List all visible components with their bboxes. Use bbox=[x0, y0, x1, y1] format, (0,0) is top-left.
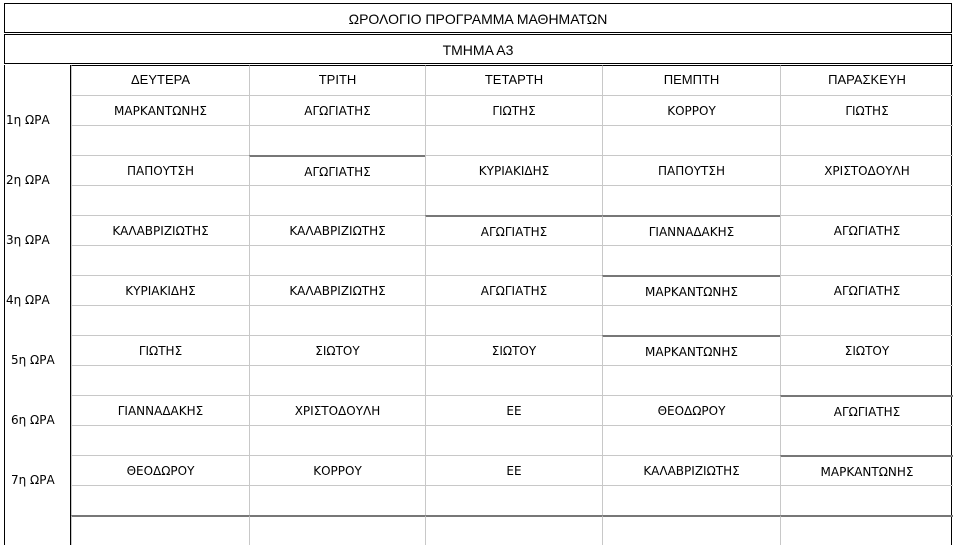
day-header: ΤΡΙΤΗ bbox=[249, 65, 425, 95]
teacher-cell: ΠΑΠΟΥΤΣΗ bbox=[602, 155, 780, 185]
empty-cell bbox=[425, 125, 602, 155]
teacher-cell: ΚΥΡΙΑΚΙΔΗΣ bbox=[71, 275, 249, 305]
day-header: ΔΕΥΤΕΡΑ bbox=[71, 65, 249, 95]
empty-cell bbox=[602, 305, 780, 335]
teacher-cell: ΜΑΡΚΑΝΤΩΝΗΣ bbox=[602, 275, 780, 305]
empty-cell bbox=[249, 125, 425, 155]
teacher-cell: ΑΓΩΓΙΑΤΗΣ bbox=[780, 395, 953, 425]
day-header: ΠΑΡΑΣΚΕΥΗ bbox=[780, 65, 953, 95]
teacher-cell: ΕΕ bbox=[425, 455, 602, 485]
period-label: 5η ΩΡΑ bbox=[11, 353, 55, 367]
teacher-cell: ΓΙΩΤΗΣ bbox=[425, 95, 602, 125]
period-label: 2η ΩΡΑ bbox=[6, 173, 50, 187]
teacher-cell: ΑΓΩΓΙΑΤΗΣ bbox=[249, 155, 425, 185]
timetable-sheet bbox=[4, 3, 954, 545]
empty-cell bbox=[780, 425, 953, 455]
teacher-cell: ΓΙΑΝΝΑΔΑΚΗΣ bbox=[71, 395, 249, 425]
empty-cell bbox=[780, 515, 953, 545]
empty-cell bbox=[425, 515, 602, 545]
empty-cell bbox=[780, 305, 953, 335]
teacher-cell: ΧΡΙΣΤΟΔΟΥΛΗ bbox=[780, 155, 953, 185]
teacher-cell: ΜΑΡΚΑΝΤΩΝΗΣ bbox=[71, 95, 249, 125]
empty-cell bbox=[425, 245, 602, 275]
empty-cell bbox=[71, 305, 249, 335]
empty-cell bbox=[71, 245, 249, 275]
day-header: ΠΕΜΠΤΗ bbox=[602, 65, 780, 95]
empty-cell bbox=[780, 485, 953, 515]
empty-cell bbox=[249, 305, 425, 335]
teacher-cell: ΣΙΩΤΟΥ bbox=[780, 335, 953, 365]
empty-cell bbox=[249, 245, 425, 275]
teacher-cell: ΜΑΡΚΑΝΤΩΝΗΣ bbox=[780, 455, 953, 485]
teacher-cell: ΜΑΡΚΑΝΤΩΝΗΣ bbox=[602, 335, 780, 365]
teacher-cell: ΚΟΡΡΟΥ bbox=[602, 95, 780, 125]
empty-cell bbox=[780, 365, 953, 395]
empty-cell bbox=[602, 485, 780, 515]
empty-cell bbox=[425, 305, 602, 335]
empty-cell bbox=[602, 185, 780, 215]
empty-cell bbox=[602, 125, 780, 155]
empty-cell bbox=[602, 245, 780, 275]
empty-cell bbox=[425, 485, 602, 515]
empty-cell bbox=[425, 185, 602, 215]
teacher-cell: ΘΕΟΔΩΡΟΥ bbox=[602, 395, 780, 425]
teacher-cell: ΣΙΩΤΟΥ bbox=[425, 335, 602, 365]
empty-cell bbox=[780, 185, 953, 215]
empty-cell bbox=[602, 365, 780, 395]
timetable-grid bbox=[4, 65, 952, 545]
empty-cell bbox=[602, 515, 780, 545]
class-name: ΤΜΗΜΑ Α3 bbox=[4, 34, 952, 64]
teacher-cell: ΣΙΩΤΟΥ bbox=[249, 335, 425, 365]
period-label: 1η ΩΡΑ bbox=[6, 113, 50, 127]
empty-cell bbox=[71, 485, 249, 515]
timetable-title: ΩΡΟΛΟΓΙΟ ΠΡΟΓΡΑΜΜΑ ΜΑΘΗΜΑΤΩΝ bbox=[4, 3, 952, 33]
teacher-cell: ΘΕΟΔΩΡΟΥ bbox=[71, 455, 249, 485]
teacher-cell: ΚΟΡΡΟΥ bbox=[249, 455, 425, 485]
day-header: ΤΕΤΑΡΤΗ bbox=[425, 65, 602, 95]
period-label: 6η ΩΡΑ bbox=[11, 413, 55, 427]
teacher-cell: ΧΡΙΣΤΟΔΟΥΛΗ bbox=[249, 395, 425, 425]
empty-cell bbox=[71, 125, 249, 155]
empty-cell bbox=[425, 365, 602, 395]
empty-cell bbox=[71, 185, 249, 215]
teacher-cell: ΑΓΩΓΙΑΤΗΣ bbox=[780, 215, 953, 245]
empty-cell bbox=[71, 515, 249, 545]
empty-cell bbox=[249, 365, 425, 395]
empty-cell bbox=[602, 425, 780, 455]
empty-cell bbox=[249, 185, 425, 215]
empty-cell bbox=[249, 485, 425, 515]
teacher-cell: ΠΑΠΟΥΤΣΗ bbox=[71, 155, 249, 185]
empty-cell bbox=[71, 365, 249, 395]
period-label: 4η ΩΡΑ bbox=[6, 293, 50, 307]
period-label: 7η ΩΡΑ bbox=[11, 473, 55, 487]
empty-cell bbox=[249, 425, 425, 455]
teacher-cell: ΕΕ bbox=[425, 395, 602, 425]
teacher-cell: ΚΑΛΑΒΡΙΖΙΩΤΗΣ bbox=[249, 275, 425, 305]
empty-cell bbox=[780, 125, 953, 155]
teacher-cell: ΑΓΩΓΙΑΤΗΣ bbox=[249, 95, 425, 125]
empty-cell bbox=[780, 245, 953, 275]
teacher-cell: ΚΥΡΙΑΚΙΔΗΣ bbox=[425, 155, 602, 185]
teacher-cell: ΑΓΩΓΙΑΤΗΣ bbox=[780, 275, 953, 305]
teacher-cell: ΚΑΛΑΒΡΙΖΙΩΤΗΣ bbox=[249, 215, 425, 245]
empty-cell bbox=[425, 425, 602, 455]
teacher-cell: ΚΑΛΑΒΡΙΖΙΩΤΗΣ bbox=[602, 455, 780, 485]
teacher-cell: ΓΙΩΤΗΣ bbox=[71, 335, 249, 365]
teacher-cell: ΓΙΑΝΝΑΔΑΚΗΣ bbox=[602, 215, 780, 245]
teacher-cell: ΓΙΩΤΗΣ bbox=[780, 95, 953, 125]
teacher-cell: ΑΓΩΓΙΑΤΗΣ bbox=[425, 275, 602, 305]
teacher-cell: ΚΑΛΑΒΡΙΖΙΩΤΗΣ bbox=[71, 215, 249, 245]
period-label: 3η ΩΡΑ bbox=[6, 233, 50, 247]
empty-cell bbox=[71, 425, 249, 455]
empty-cell bbox=[249, 515, 425, 545]
teacher-cell: ΑΓΩΓΙΑΤΗΣ bbox=[425, 215, 602, 245]
